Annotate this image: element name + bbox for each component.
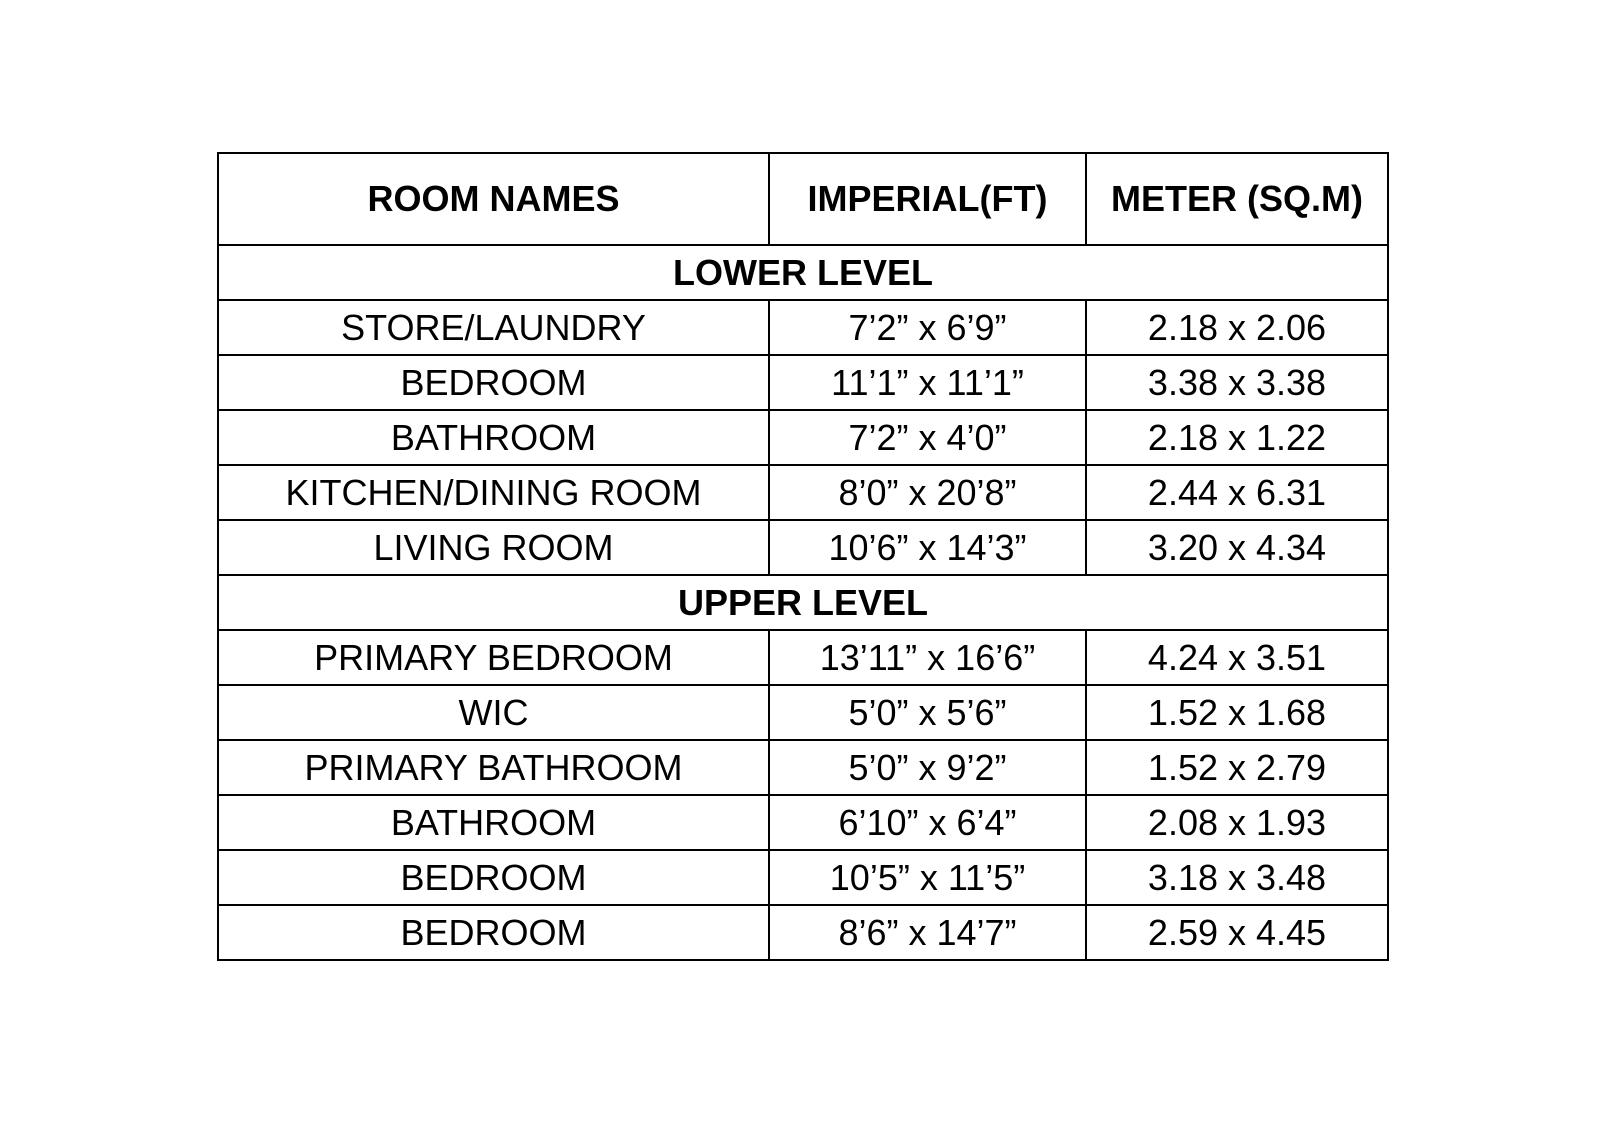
room-name-cell: BEDROOM (218, 355, 769, 410)
table-row (218, 300, 1388, 355)
room-name-cell: PRIMARY BATHROOM (218, 740, 769, 795)
table-row (218, 520, 1388, 575)
imperial-cell: 5’0” x 5’6” (769, 685, 1086, 740)
meter-cell: 2.44 x 6.31 (1086, 465, 1388, 520)
imperial-cell: 6’10” x 6’4” (769, 795, 1086, 850)
table-row (218, 410, 1388, 465)
meter-cell: 3.20 x 4.34 (1086, 520, 1388, 575)
meter-cell: 2.18 x 2.06 (1086, 300, 1388, 355)
meter-cell: 2.18 x 1.22 (1086, 410, 1388, 465)
room-name-cell: WIC (218, 685, 769, 740)
imperial-cell: 10’5” x 11’5” (769, 850, 1086, 905)
section-header-row (218, 245, 1388, 300)
room-name-cell: KITCHEN/DINING ROOM (218, 465, 769, 520)
room-name-cell: LIVING ROOM (218, 520, 769, 575)
room-dimensions-table (217, 152, 1389, 961)
imperial-cell: 11’1” x 11’1” (769, 355, 1086, 410)
table-row (218, 740, 1388, 795)
table-body (218, 245, 1388, 960)
imperial-cell: 8’0” x 20’8” (769, 465, 1086, 520)
room-name-cell: BEDROOM (218, 905, 769, 960)
table-row (218, 905, 1388, 960)
imperial-cell: 7’2” x 6’9” (769, 300, 1086, 355)
meter-cell: 1.52 x 2.79 (1086, 740, 1388, 795)
table-row (218, 685, 1388, 740)
table-row (218, 850, 1388, 905)
imperial-cell: 7’2” x 4’0” (769, 410, 1086, 465)
meter-cell: 2.59 x 4.45 (1086, 905, 1388, 960)
room-name-cell: PRIMARY BEDROOM (218, 630, 769, 685)
table-row (218, 795, 1388, 850)
table-header-row (218, 153, 1388, 245)
meter-cell: 2.08 x 1.93 (1086, 795, 1388, 850)
table-row (218, 630, 1388, 685)
room-name-cell: STORE/LAUNDRY (218, 300, 769, 355)
header-imperial: IMPERIAL(FT) (769, 153, 1086, 245)
meter-cell: 1.52 x 1.68 (1086, 685, 1388, 740)
imperial-cell: 13’11” x 16’6” (769, 630, 1086, 685)
imperial-cell: 10’6” x 14’3” (769, 520, 1086, 575)
imperial-cell: 8’6” x 14’7” (769, 905, 1086, 960)
room-name-cell: BEDROOM (218, 850, 769, 905)
section-title: LOWER LEVEL (218, 245, 1388, 300)
room-name-cell: BATHROOM (218, 410, 769, 465)
room-name-cell: BATHROOM (218, 795, 769, 850)
imperial-cell: 5’0” x 9’2” (769, 740, 1086, 795)
meter-cell: 4.24 x 3.51 (1086, 630, 1388, 685)
meter-cell: 3.18 x 3.48 (1086, 850, 1388, 905)
header-meter: METER (SQ.M) (1086, 153, 1388, 245)
header-room-names: ROOM NAMES (218, 153, 769, 245)
section-header-row (218, 575, 1388, 630)
table-row (218, 465, 1388, 520)
meter-cell: 3.38 x 3.38 (1086, 355, 1388, 410)
section-title: UPPER LEVEL (218, 575, 1388, 630)
table-row (218, 355, 1388, 410)
